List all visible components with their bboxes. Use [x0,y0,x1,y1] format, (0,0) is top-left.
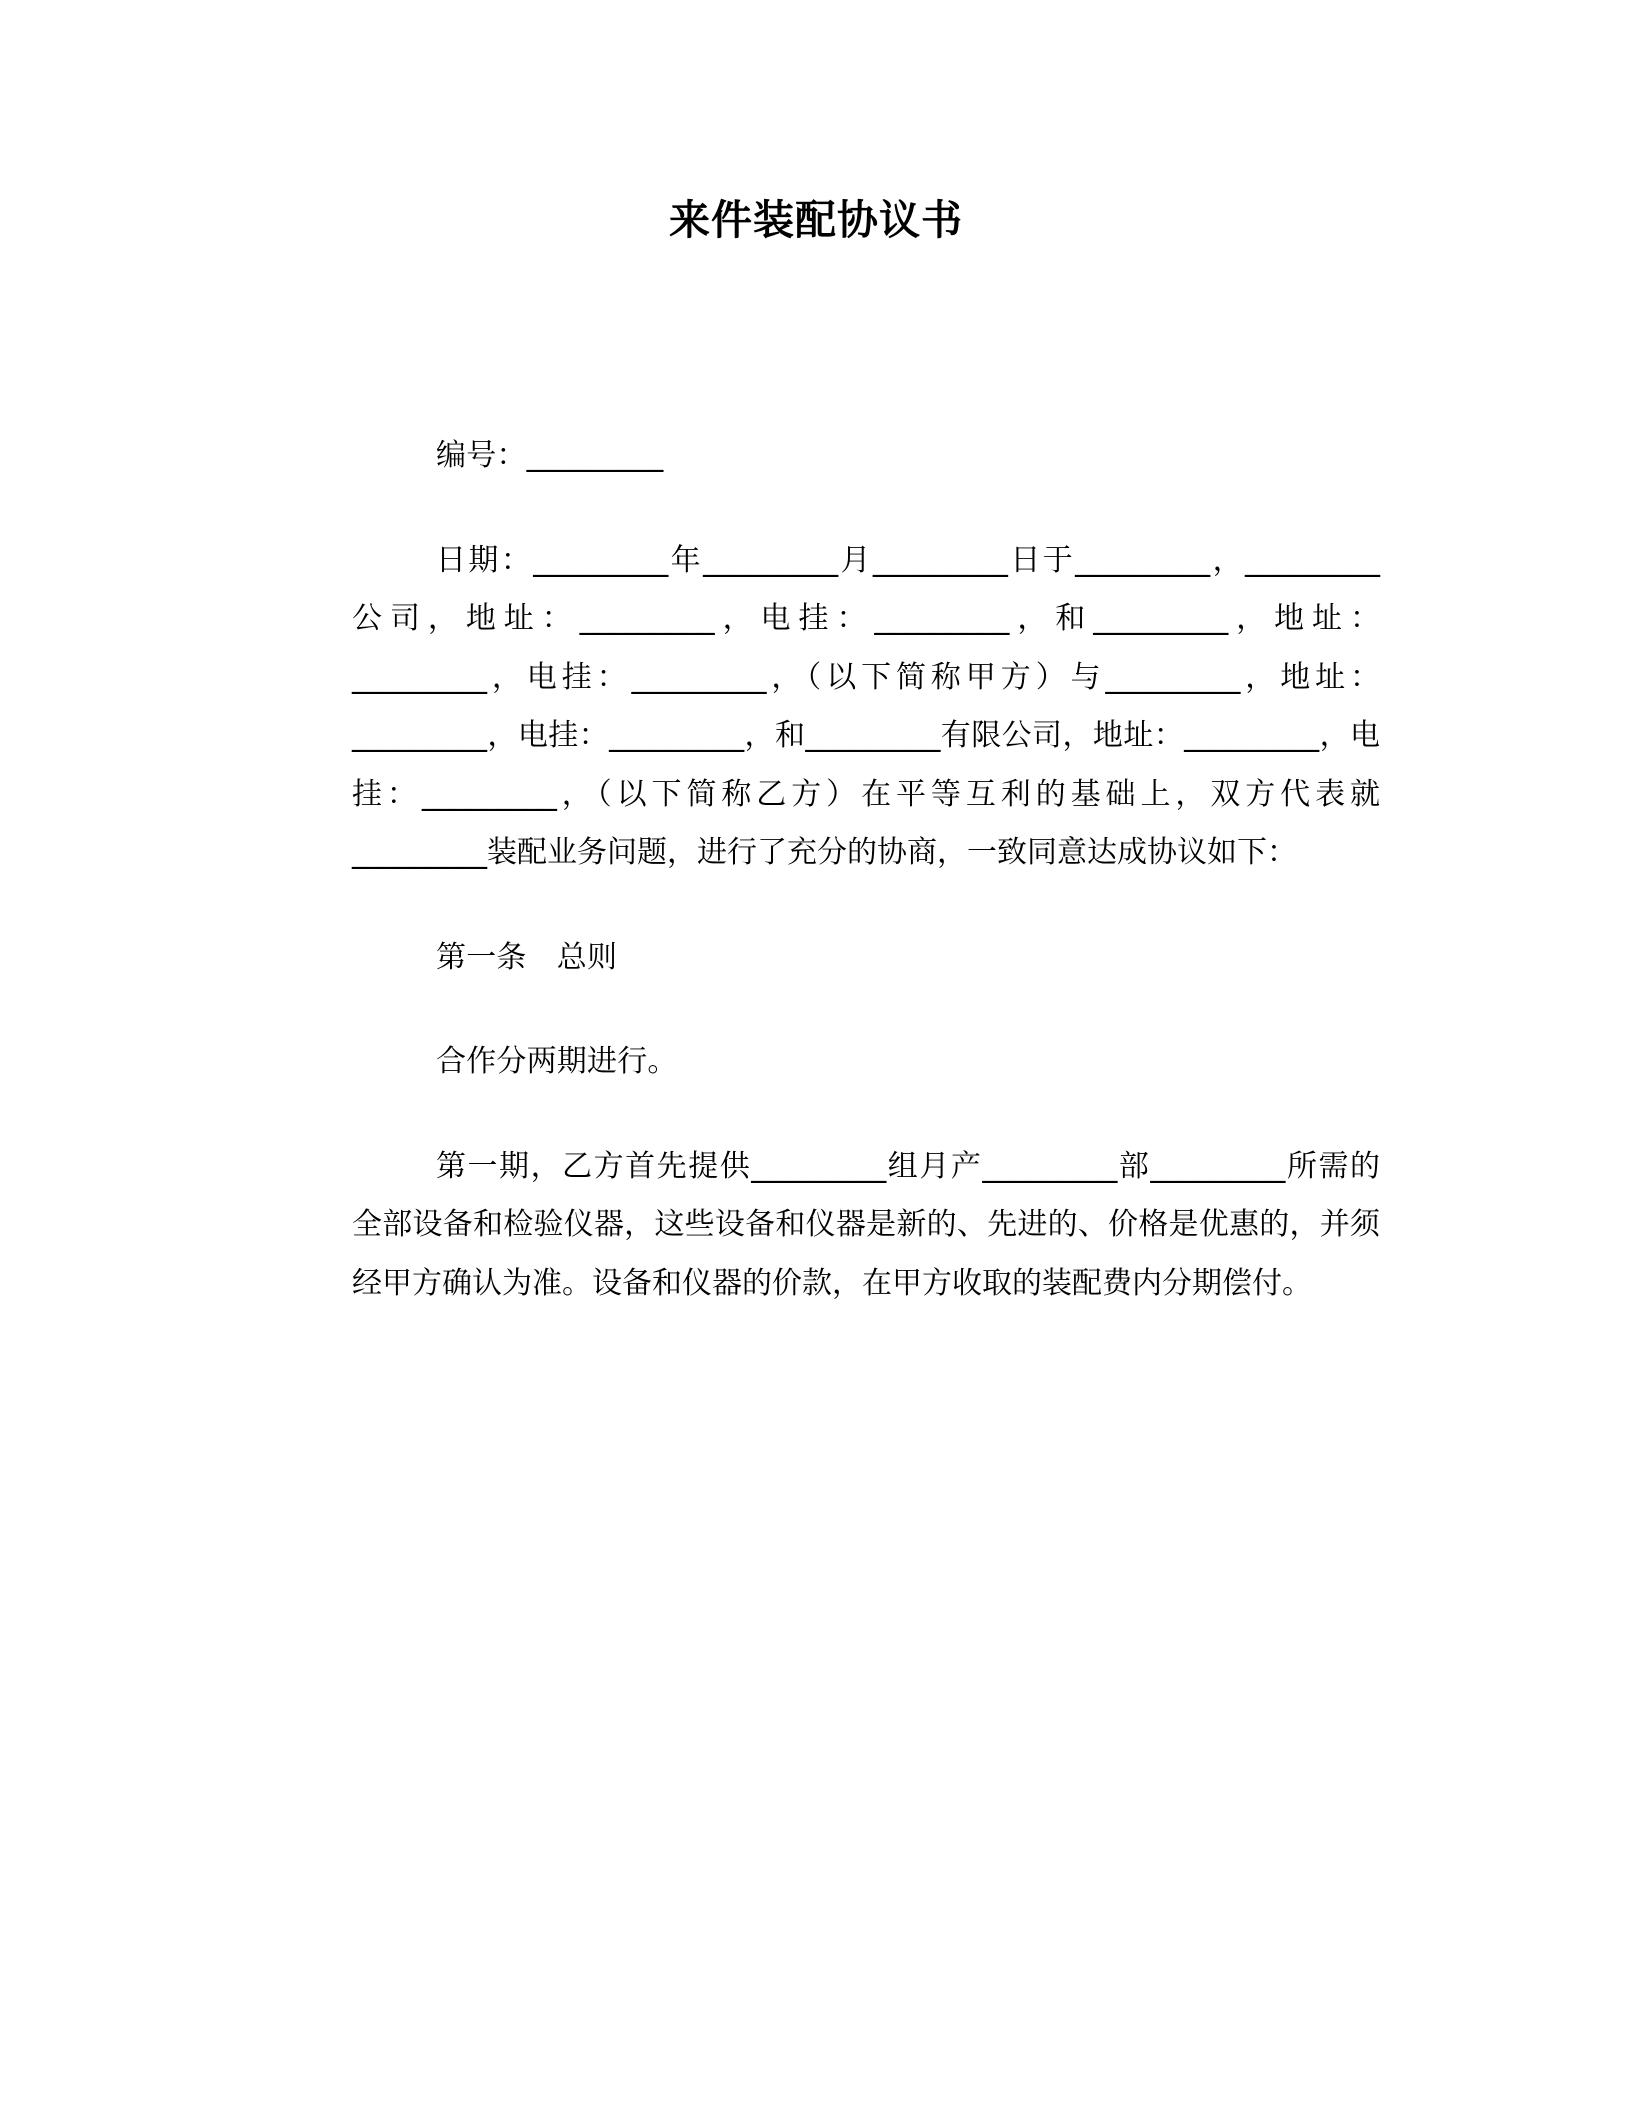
paragraph-preamble-text: 日期：_________年_________月_________日于_________，_________公司，地址：_________，电挂：_________，和_________，地址：_________，电挂：_________，（以下简称甲方）与_________，地址：_________，电挂：_________，和_________有限公司，地址：_________，电挂：_________，（以下简称乙方）在平等互利的基础上，双方代表就_________装配业务问题，进行了充分的协商，一致同意达成协议如下： [352,542,1380,871]
paragraph-phase-1-text: 第一期，乙方首先提供_________组月产_________部_________所需的全部设备和检验仪器，这些设备和仪器是新的、先进的、价格是优惠的，并须经甲方确认为准。设备和仪器的价款，在甲方收取的装配费内分期偿付。 [352,1148,1380,1301]
paragraph-article-1-heading-text: 第一条 总则 [436,939,618,975]
document-body [252,427,1380,1313]
page-title: 来件装配协议书 [669,196,963,244]
paragraph-article-1-heading [352,929,1380,988]
paragraph-preamble [352,532,1380,883]
paragraph-serial-number-text: 编号：_________ [436,438,664,474]
paragraph-phase-1 [352,1138,1380,1314]
paragraph-article-1-body [352,1033,1380,1092]
paragraph-serial-number [352,427,1380,486]
paragraph-article-1-body-text: 合作分两期进行。 [436,1044,678,1080]
